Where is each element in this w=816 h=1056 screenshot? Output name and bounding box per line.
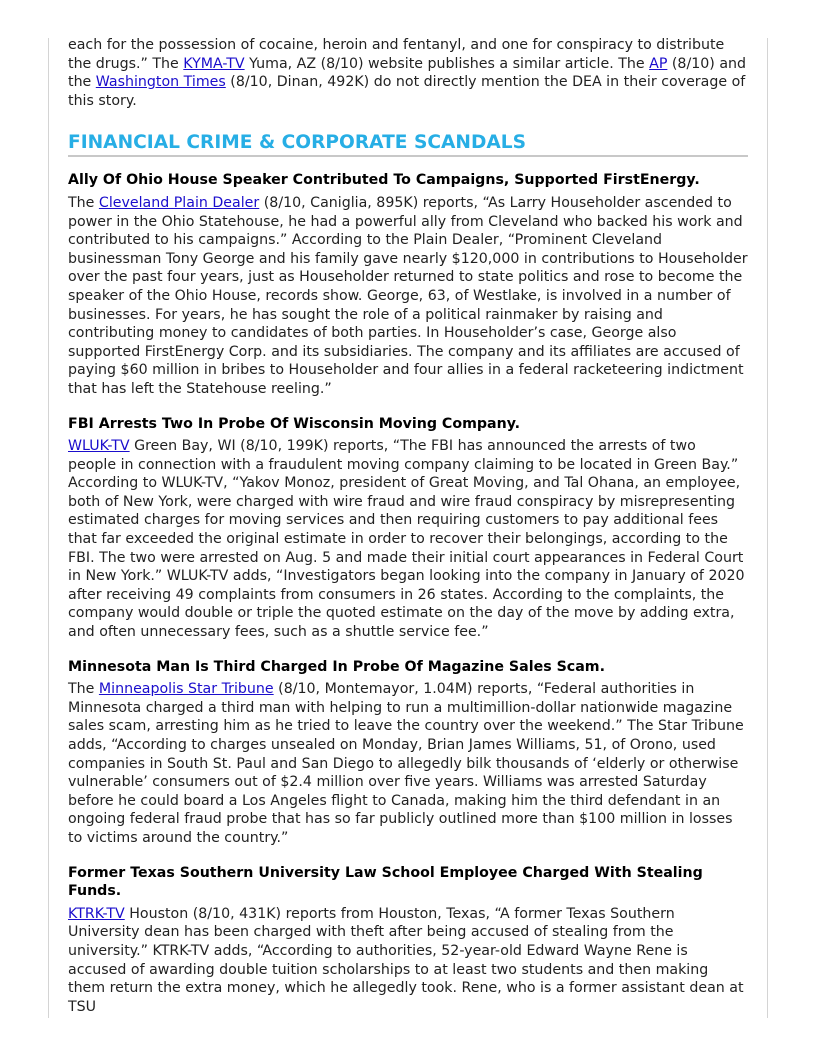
article [68,658,748,848]
article-headline: Ally Of Ohio House Speaker Contributed To Campaigns, Supported FirstEnergy. [68,172,700,189]
document-page [68,36,748,1032]
source-link-cleveland-plain-dealer[interactable]: Cleveland Plain Dealer [98,194,260,211]
article-headline: Former Texas Southern University Law School Employee Charged With Stealing Funds. [68,864,703,900]
page-border-right [767,38,768,1018]
article-body: WLUK-TV Green Bay, WI (8/10, 199K) reports, “The FBI has announced the arrests of two people in connection with a fraudulent moving company claiming to be located in Green Bay.” According to WLUK-TV, “Yakov Monoz, president of Great Moving, and Tal Ohana, an employee, both of New York, were charged with wire fraud and wire fraud conspiracy by misrepresenting estimated charges for moving services and then requiring customers to pay additional fees that far exceeded the original estimate in order to recover their belongings, according to the FBI. The two were arrested on Aug. 5 and made their initial court appearances in Federal Court in New York.” WLUK-TV adds, “Investigators began looking into the company in January of 2020 after receiving 49 complaints from consumers in 26 states. According to the complaints, the company would double or triple the quoted estimate on the day of the move by adding extra, and often unnecessary fees, such as a shuttle service fee.” [68,438,745,641]
article-body: KTRK-TV Houston (8/10, 431K) reports from Houston, Texas, “A former Texas Southern University dean has been charged with theft after being accused of stealing from the university.” KTRK-TV adds, “According to authorities, 52-year-old Edward Wayne Rene is accused of awarding double tuition scholarships to at least two students and then making them return the extra money, which he allegedly took. Rene, who is a former assistant dean at TSU [68,905,744,1015]
article [68,864,748,1017]
washington-times-link[interactable]: Washington Times [95,74,226,91]
intro-paragraph: each for the possession of cocaine, heroin and fentanyl, and one for conspiracy to distribute the drugs.” The KYMA-TV Yuma, AZ (8/10) website publishes a similar article. The AP (8/10) and the Washington Times (8/10, Dinan, 492K) do not directly mention the DEA in their coverage of this story. [68,37,747,109]
article-body: The Minneapolis Star Tribune (8/10, Montemayor, 1.04M) reports, “Federal authorities in Minnesota charged a third man with helping to run a multimillion-dollar nationwide magazine sales scam, arresting him as he tried to leave the country over the weekend.” The Star Tribune adds, “According to charges unsealed on Monday, Brian James Williams, 51, of Orono, used companies in South St. Paul and San Diego to allegedly bilk thousands of ‘elderly or otherwise vulnerable’ consumers out of $2.4 million over five years. Williams was arrested Saturday before he could board a Los Angeles flight to Canada, making him the third defendant in an ongoing federal fraud probe that has so far publicly outlined more than $100 million in losses to victims around the country.” [68,681,744,846]
source-link-ktrk-tv[interactable]: KTRK-TV [68,905,125,922]
source-link-minneapolis-star-tribune[interactable]: Minneapolis Star Tribune [98,681,274,698]
article [68,171,748,398]
article-body: The Cleveland Plain Dealer (8/10, Caniglia, 895K) reports, “As Larry Householder ascended to power in the Ohio Statehouse, he had a powerful ally from Cleveland who backed his work and contributed to his campaigns.” According to the Plain Dealer, “Prominent Cleveland businessman Tony George and his family gave nearly $120,000 in contributions to Householder over the past four years, just as Householder returned to state politics and rose to become the speaker of the Ohio House, records show. George, 63, of Westlake, is involved in a number of businesses. For years, he has sought the role of a political rainmaker by raising and contributing money to candidates of both parties. In Householder’s case, George also supported FirstEnergy Corp. and its subsidiaries. The company and its affiliates are accused of paying $60 million in bribes to Householder and four allies in a federal racketeering indictment that has left the Statehouse reeling.” [68,194,748,397]
ap-link[interactable]: AP [649,55,668,72]
kyma-tv-link[interactable]: KYMA-TV [183,55,245,72]
section-heading: FINANCIAL CRIME & CORPORATE SCANDALS [68,132,748,157]
article-headline: Minnesota Man Is Third Charged In Probe Of Magazine Sales Scam. [68,658,605,675]
article [68,415,748,642]
source-link-wluk-tv[interactable]: WLUK-TV [68,438,130,455]
article-headline: FBI Arrests Two In Probe Of Wisconsin Moving Company. [68,415,521,432]
page-border-left [48,38,49,1018]
